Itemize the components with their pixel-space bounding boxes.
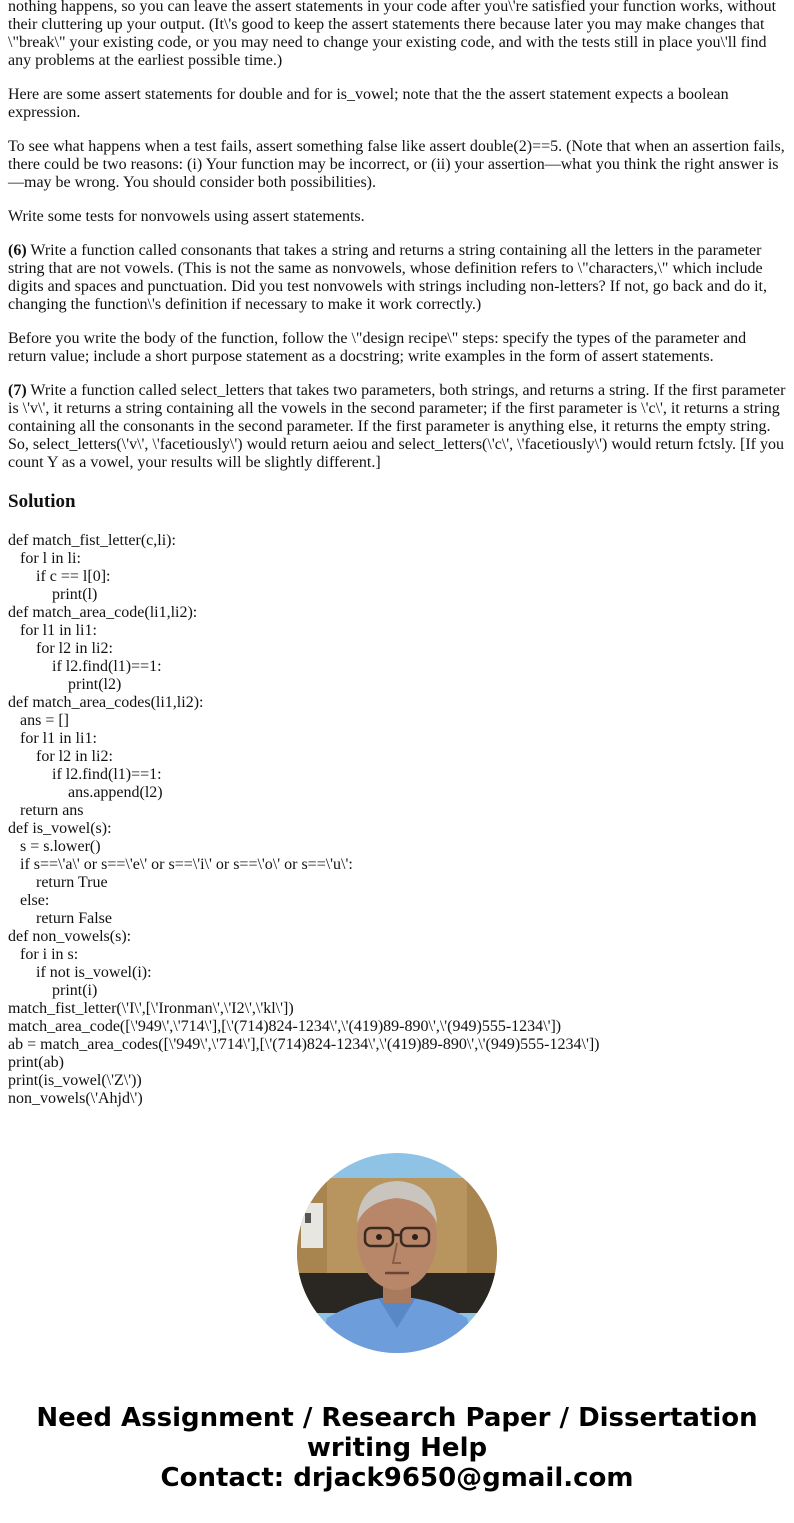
contact-email: Contact: drjack9650@gmail.com (160, 1463, 634, 1493)
code-line: non_vowels(\'Ahjd\') (8, 1090, 143, 1107)
code-line: ab = match_area_codes([\'949\',\'714\'],[\'(714)824-1234\',\'(419)89-890\',\'(949)555-1234\']) (8, 1036, 600, 1053)
document-content (8, 0, 788, 1108)
code-line: def match_fist_letter(c,li): (8, 532, 176, 549)
code-line: print(ab) (8, 1054, 64, 1071)
code-line: return False (8, 910, 112, 927)
question-text: Write some tests for nonvowels using assert statements. (8, 208, 365, 225)
question-paragraph (8, 86, 788, 122)
code-line: if l2.find(l1)==1: (8, 766, 162, 783)
question-paragraph (8, 208, 788, 226)
code-line: def match_area_codes(li1,li2): (8, 694, 204, 711)
code-line: if c == l[0]: (8, 568, 111, 585)
code-line: if not is_vowel(i): (8, 964, 152, 981)
code-line: for l2 in li2: (8, 748, 113, 765)
question-text: Write a function called consonants that takes a string and returns a string containing all the letters in the parameter string that are not vowels. (This is not the same as nonvowels, whose definition refers to \"characters,\" which include digits and spaces and punctuation. Did you test nonvowels with strings including non-letters? If not, go back and do it, changing the function\'s definition if necessary to make it work correctly.) (8, 242, 767, 313)
solution-code (8, 532, 788, 1108)
question-text: nothing happens, so you can leave the assert statements in your code after you\'re satisfied your function works, without their cluttering up your output. (It\'s good to keep the assert statements there because later you may make changes that \"break\" your existing code, or you may need to change your existing code, and with the tests still in place you\'ll find any problems at the earliest possible time.) (8, 0, 777, 69)
question-text: Write a function called select_letters that takes two parameters, both strings, and returns a string. If the first parameter is \'v\', it returns a string containing all the vowels in the second parameter; if the first parameter is \'c\', it returns a string containing all the consonants in the second parameter. If the first parameter is anything else, it returns the empty string. So, select_letters(\'v\', \'facetiously\') would return aeiou and select_letters(\'c\', \'facetiously\') would return fctsly. [If you count Y as a vowel, your results will be slightly different.] (8, 382, 786, 471)
question-text: Here are some assert statements for double and for is_vowel; note that the the assert statement expects a boolean expression. (8, 86, 729, 121)
code-line: if s==\'a\' or s==\'e\' or s==\'i\' or s==\'o\' or s==\'u\': (8, 856, 353, 873)
code-line: if l2.find(l1)==1: (8, 658, 162, 675)
question-text: To see what happens when a test fails, assert something false like assert double(2)==5. (Note that when an assertion fails, there could be two reasons: (i) Your function may be incorrect, or (ii) your assertion—what you think the right answer is—may be wrong. You should consider both possibilities). (8, 138, 785, 191)
code-line: def match_area_code(li1,li2): (8, 604, 198, 621)
code-line: match_area_code([\'949\',\'714\'],[\'(714)824-1234\',\'(419)89-890\',\'(949)555-1234\']) (8, 1018, 562, 1035)
code-line: for l1 in li1: (8, 622, 97, 639)
code-line: return ans (8, 802, 84, 819)
footer-line: Need Assignment / Research Paper / Dissertation (36, 1403, 758, 1433)
code-line: for l2 in li2: (8, 640, 113, 657)
question-text: Before you write the body of the function, follow the \"design recipe\" steps: specify the types of the parameter and return value; include a short purpose statement as a docstring; write examples in the form of assert statements. (8, 330, 747, 365)
code-line: def non_vowels(s): (8, 928, 132, 945)
code-line: print(i) (8, 982, 98, 999)
question-paragraph (8, 330, 788, 366)
code-line: for l in li: (8, 550, 81, 567)
question-paragraph (8, 0, 788, 70)
footer-line: writing Help (306, 1433, 488, 1463)
code-line: print(is_vowel(\'Z\')) (8, 1072, 142, 1089)
code-line: for i in s: (8, 946, 79, 963)
question-paragraph (8, 242, 788, 314)
person-photo-icon (297, 1153, 497, 1353)
code-line: for l1 in li1: (8, 730, 97, 747)
code-line: ans.append(l2) (8, 784, 163, 801)
solution-heading: Solution (8, 491, 76, 512)
code-line: else: (8, 892, 50, 909)
question-paragraph (8, 138, 788, 192)
code-line: ans = [] (8, 712, 70, 729)
contact-footer (0, 1403, 794, 1493)
code-line: return True (8, 874, 108, 891)
code-line: print(l2) (8, 676, 122, 693)
question-paragraph (8, 382, 788, 472)
code-line: match_fist_letter(\'I\',[\'Ironman\',\'I2\',\'kl\']) (8, 1000, 294, 1017)
question-number: (6) (8, 242, 27, 259)
code-line: print(l) (8, 586, 98, 603)
code-line: def is_vowel(s): (8, 820, 112, 837)
question-number: (7) (8, 382, 27, 399)
avatar (297, 1153, 497, 1353)
code-line: s = s.lower() (8, 838, 101, 855)
